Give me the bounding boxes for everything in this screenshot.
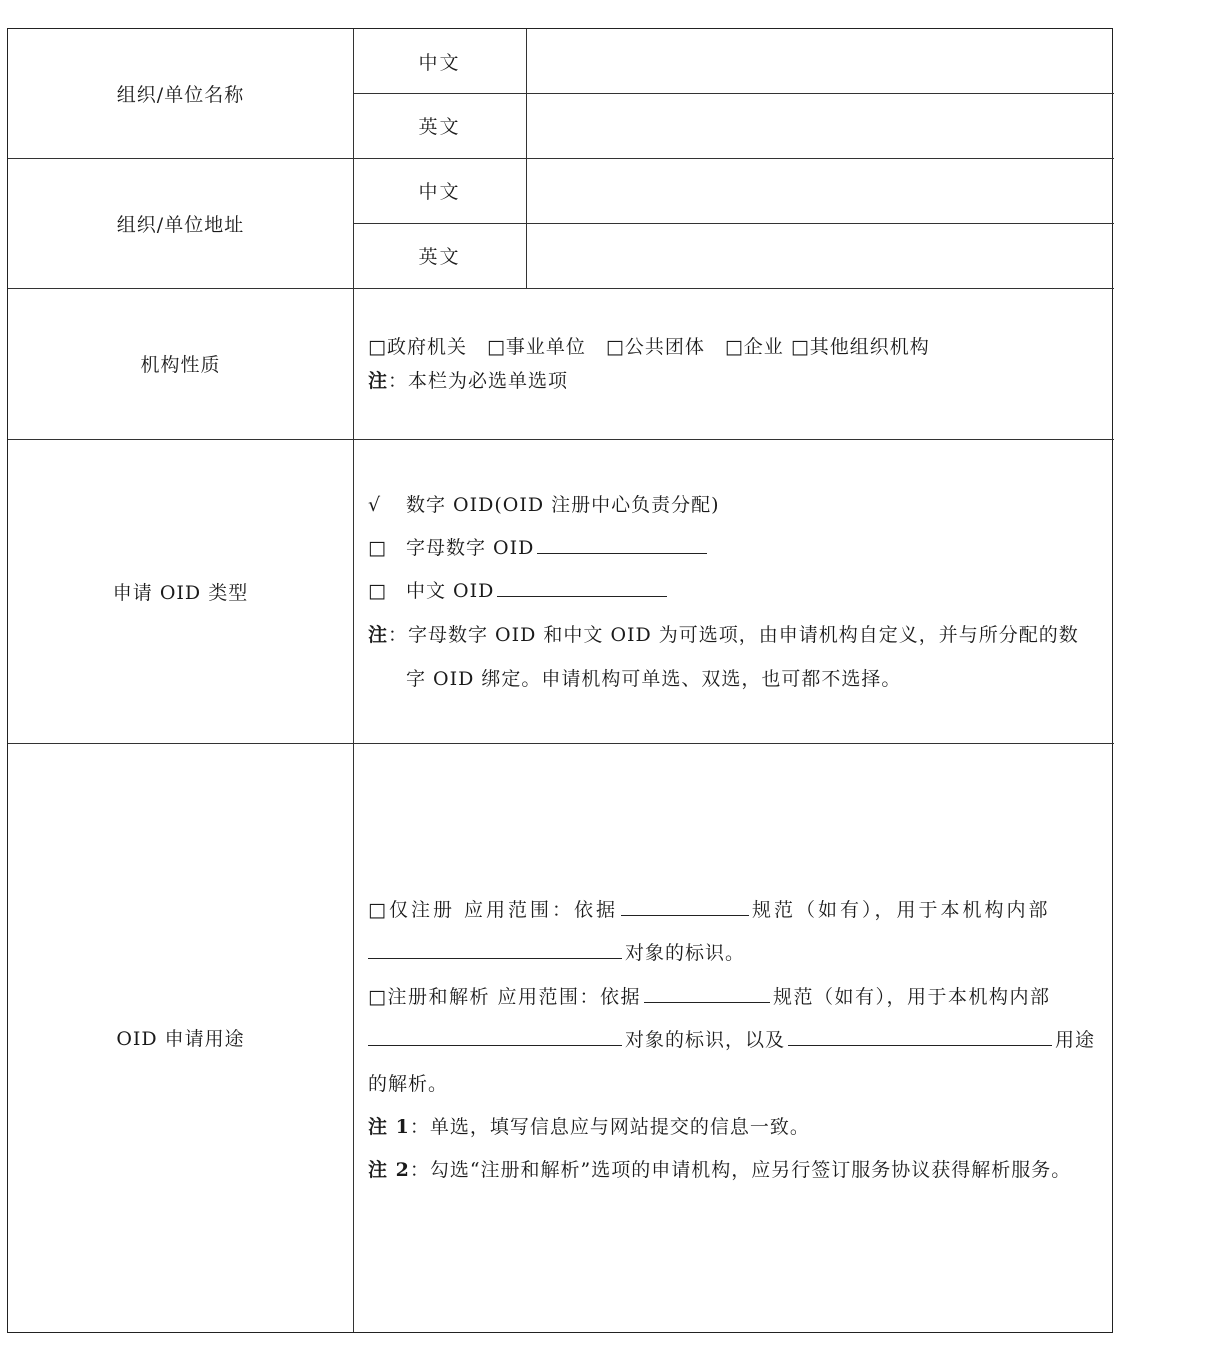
usage-note2 (368, 1155, 1102, 1182)
oid-type-note-line1 (368, 620, 1102, 664)
oid-type-option-numeric[interactable] (368, 490, 1102, 533)
spec-blank[interactable] (621, 914, 749, 916)
object-blank[interactable] (368, 1044, 622, 1046)
usage-register-resolve-line2 (368, 1025, 1102, 1069)
option-text: 字母数字 OID (406, 537, 535, 559)
alphanumeric-oid-blank[interactable] (537, 552, 707, 554)
usage-register-resolve-line1[interactable] (368, 982, 1102, 1025)
oid-type-option-alphanumeric[interactable] (368, 533, 1102, 576)
option-text: 数字 OID(OID 注册中心负责分配) (406, 494, 720, 516)
oid-type-label: 申请 OID 类型 (112, 581, 249, 604)
org-type-label: 机构性质 (140, 354, 221, 376)
spec-blank[interactable] (644, 1001, 770, 1003)
org-address-label: 组织/单位地址 (116, 213, 245, 236)
usage-text: 规范（如有），用于本机构内部 (773, 986, 1051, 1008)
note-prefix: 注 (368, 624, 389, 646)
usage-text: 的解析。 (368, 1073, 449, 1095)
object-blank[interactable] (368, 957, 622, 959)
usage-text: □注册和解析 应用范围：依据 (368, 986, 641, 1008)
usage-note1 (368, 1112, 1102, 1155)
org-name-zh-label: 中文 (418, 51, 461, 74)
note-text: ：本栏为必选单选项 (388, 370, 569, 392)
note-text: ：字母数字 OID 和中文 OID 为可选项，由申请机构自定义，并与所分配的数 (388, 624, 1079, 646)
usage-register-only-line2 (368, 938, 1102, 982)
checkbox-icon[interactable]: □ (368, 537, 387, 559)
option-text: 中文 OID (406, 580, 495, 602)
org-name-en-field[interactable] (527, 93, 1112, 158)
checkbox-icon[interactable]: □ (368, 580, 387, 602)
usage-register-resolve-line3 (368, 1069, 1102, 1112)
usage-text: 用途 (1055, 1029, 1096, 1051)
org-type-options-text[interactable]: □政府机关 □事业单位 □公共团体 □企业 □其他组织机构 (368, 336, 930, 358)
org-address-zh-field[interactable] (527, 158, 1112, 223)
org-type-content (368, 332, 1102, 393)
purpose-blank[interactable] (788, 1044, 1052, 1046)
oid-usage-label: OID 申请用途 (116, 1028, 245, 1050)
org-name-label: 组织/单位名称 (116, 84, 245, 106)
note-text: ：勾选“注册和解析”选项的申请机构，应另行签订服务协议获得解析服务。 (409, 1159, 1072, 1181)
org-address-zh-label: 中文 (418, 181, 461, 203)
oid-type-option-chinese[interactable] (368, 576, 1102, 620)
note-text: ：单选，填写信息应与网站提交的信息一致。 (409, 1116, 810, 1138)
oid-usage-content (368, 895, 1102, 1182)
check-mark-icon[interactable]: √ (368, 494, 382, 516)
usage-register-only-line1[interactable] (368, 895, 1102, 938)
org-name-en-label: 英文 (418, 116, 461, 138)
usage-text: 对象的标识，以及 (625, 1029, 786, 1051)
note-prefix: 注 1 (368, 1116, 410, 1138)
org-name-zh-field[interactable] (527, 29, 1112, 93)
note-prefix: 注 (368, 370, 389, 392)
oid-type-note-line2 (368, 664, 1102, 691)
usage-text: □仅注册 应用范围：依据 (368, 899, 618, 921)
usage-text: 规范（如有），用于本机构内部 (752, 899, 1051, 921)
application-form-table (7, 28, 1113, 1333)
note-text: 字 OID 绑定。申请机构可单选、双选，也可都不选择。 (406, 668, 902, 690)
org-address-en-field[interactable] (527, 223, 1112, 288)
org-type-note (368, 366, 1102, 393)
chinese-oid-blank[interactable] (497, 595, 667, 597)
oid-type-content (368, 490, 1102, 691)
org-type-options[interactable] (368, 332, 1102, 366)
usage-text: 对象的标识。 (625, 942, 746, 964)
note-prefix: 注 2 (368, 1159, 410, 1181)
org-address-en-label: 英文 (418, 246, 461, 268)
